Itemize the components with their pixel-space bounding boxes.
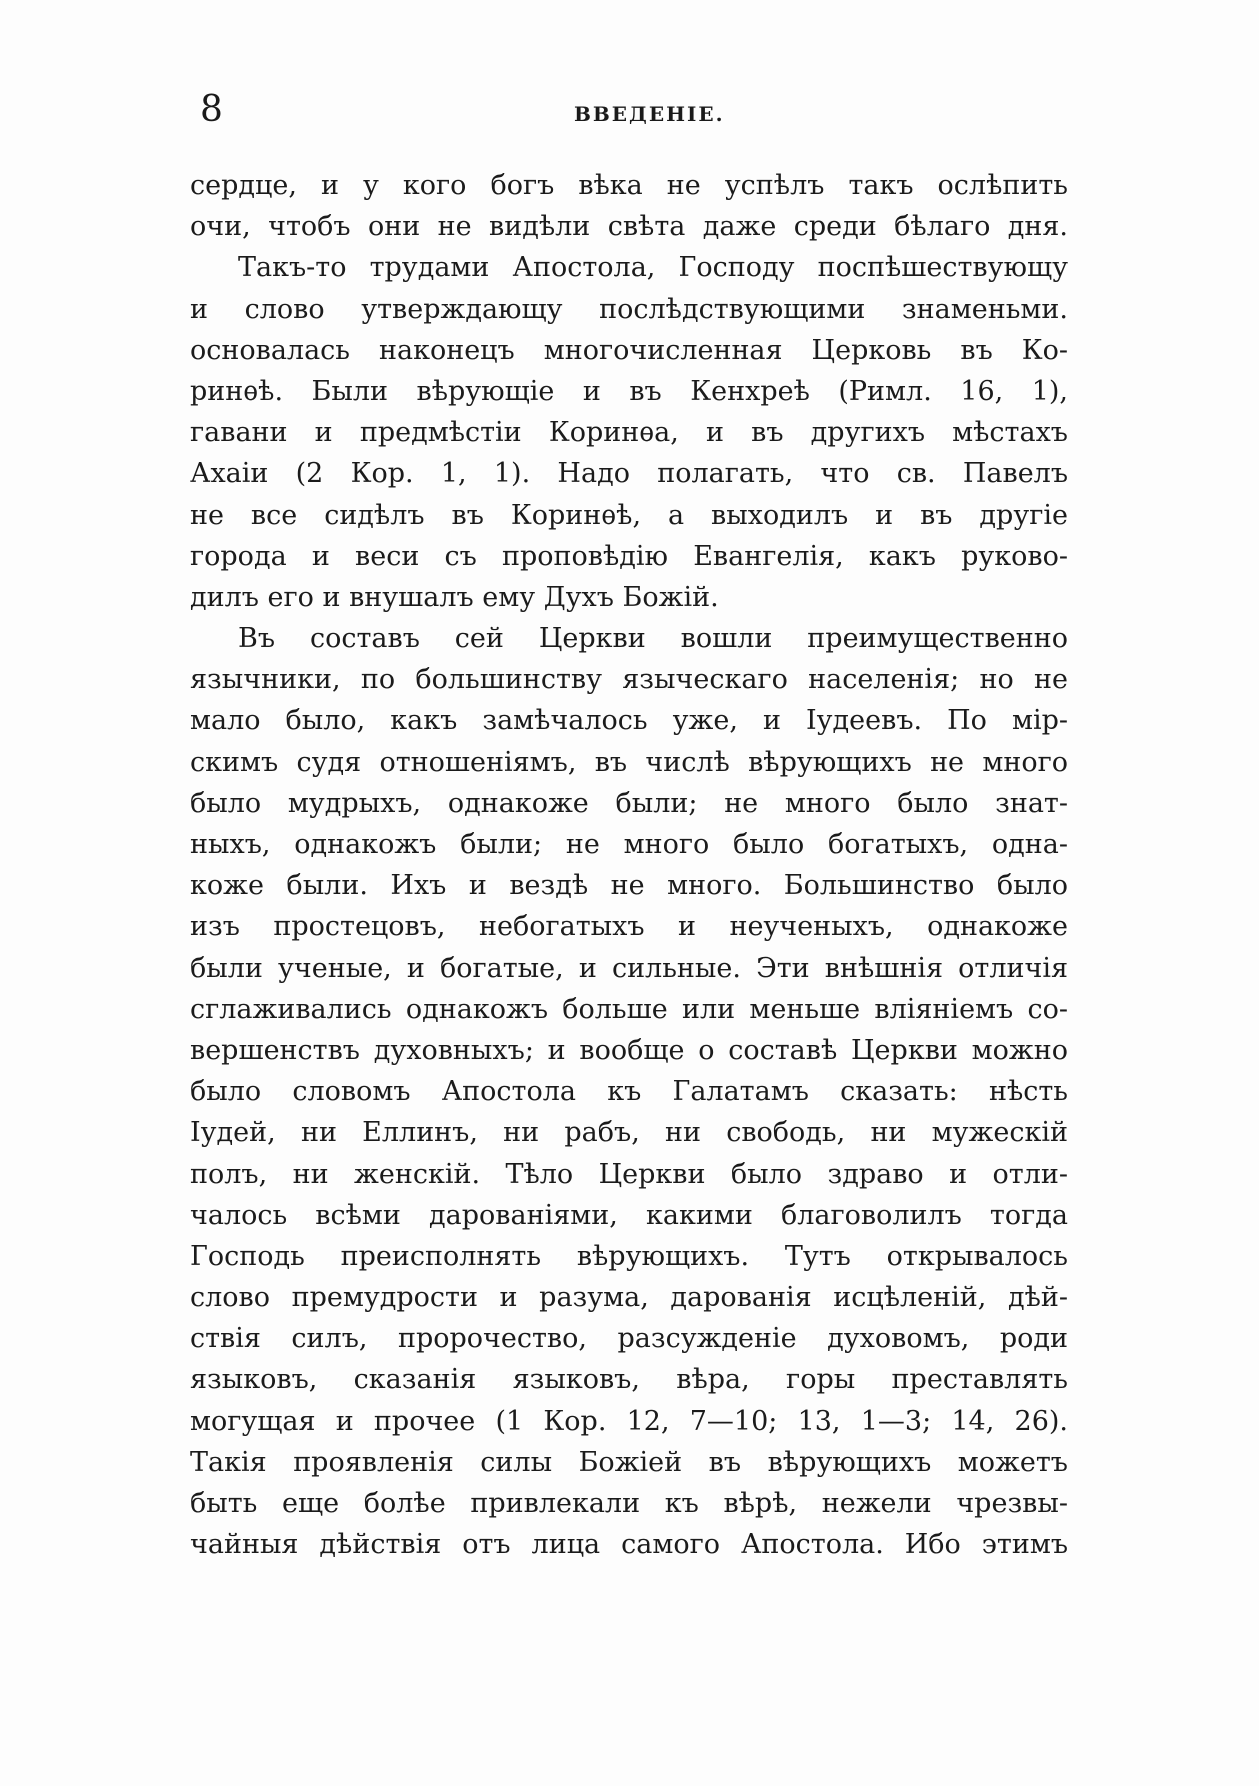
text-line: слово премудрости и разума, дарованія исцѣленій, дѣй- [190, 1282, 1068, 1314]
text-line: мало было, какъ замѣчалось уже, и Іудеевъ. По мір- [190, 705, 1068, 737]
text-line: Такія проявленія силы Божіей въ вѣрующихъ можетъ [190, 1446, 1068, 1478]
text-line: Ахаіи (2 Кор. 1, 1). Надо полагать, что св. Павелъ [190, 458, 1068, 490]
text-line: Такъ-то трудами Апостола, Господу поспѣшествующу [238, 252, 1068, 284]
body-text [190, 165, 1068, 1565]
text-line: не все сидѣлъ въ Коринѳѣ, а выходилъ и въ другіе [190, 499, 1068, 531]
text-line: было мудрыхъ, однакоже были; не много было знат- [190, 787, 1068, 819]
text-line: могущая и прочее (1 Кор. 12, 7—10; 13, 1—3; 14, 26). [190, 1405, 1068, 1437]
text-line: скимъ судя отношеніямъ, въ числѣ вѣрующихъ не много [190, 746, 1068, 778]
text-line: гавани и предмѣстіи Коринѳа, и въ другихъ мѣстахъ [190, 417, 1068, 449]
text-line: ринѳѣ. Были вѣрующіе и въ Кенхреѣ (Римл. 16, 1), [190, 375, 1068, 407]
text-line: очи, чтобъ они не видѣли свѣта даже среди бѣлаго дня. [190, 211, 1068, 243]
text-line: быть еще болѣе привлекали къ вѣрѣ, нежели чрезвы- [190, 1488, 1068, 1519]
text-line: Въ составъ сей Церкви вошли преимущественно [238, 623, 1068, 655]
text-line: были ученые, и богатые, и сильные. Эти внѣшнія отличія [190, 952, 1068, 984]
text-line: сердце, и у кого богъ вѣка не успѣлъ такъ ослѣпить [190, 170, 1068, 201]
text-line: коже были. Ихъ и вездѣ не много. Большинство было [190, 870, 1068, 902]
text-line: Господь преисполнять вѣрующихъ. Тутъ открывалось [190, 1240, 1068, 1272]
text-line: языковъ, сказанія языковъ, вѣра, горы преставлять [190, 1364, 1068, 1396]
text-line: ствія силъ, пророчество, разсужденіе духовомъ, роди [190, 1323, 1068, 1355]
text-line: дилъ его и внушалъ ему Духъ Божій. [190, 581, 719, 613]
text-line: было словомъ Апостола къ Галатамъ сказать: нѣсть [190, 1076, 1068, 1108]
text-line: ныхъ, однакожъ были; не много было богатыхъ, одна- [190, 829, 1068, 860]
text-line: сглаживались однакожъ больше или меньше вліяніемъ со- [190, 993, 1068, 1025]
text-line: язычники, по большинству языческаго населенія; но не [190, 664, 1068, 696]
text-line: города и веси съ проповѣдію Евангелія, какъ руково- [190, 540, 1068, 572]
text-line: основалась наконецъ многочисленная Церковь въ Ко- [190, 334, 1068, 366]
running-head: ВВЕДЕНІЕ. [574, 102, 725, 126]
text-line: чалось всѣми дарованіями, какими благоволилъ тогда [190, 1199, 1068, 1231]
text-line: вершенствъ духовныхъ; и вообще о составѣ Церкви можно [190, 1034, 1068, 1066]
text-line: изъ простецовъ, небогатыхъ и неученыхъ, однакоже [190, 911, 1068, 943]
text-line: чайныя дѣйствія отъ лица самого Апостола. Ибо этимъ [190, 1529, 1068, 1561]
text-line: и слово утверждающу послѣдствующими знаменьми. [190, 293, 1068, 325]
page-number: 8 [200, 89, 223, 130]
text-line: Іудей, ни Еллинъ, ни рабъ, ни свободь, ни мужескій [190, 1117, 1068, 1149]
text-line: полъ, ни женскій. Тѣло Церкви было здраво и отли- [190, 1158, 1068, 1190]
